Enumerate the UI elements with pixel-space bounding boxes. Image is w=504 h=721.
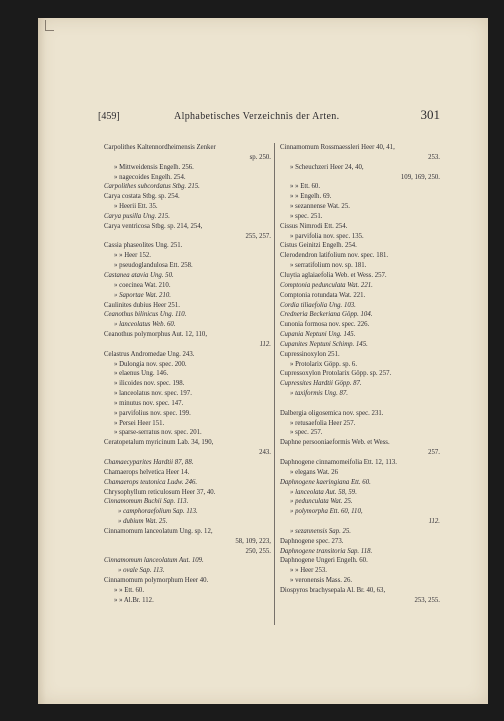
index-entry: 112. <box>259 340 271 348</box>
book-page <box>38 18 488 704</box>
index-entry: » » Ett. 60. <box>114 586 145 594</box>
index-entry: Cinnamomum lanceolatum Aut. 109. <box>104 557 204 565</box>
index-entry: » » Engelh. 69. <box>290 193 332 201</box>
index-entry: Cupressoxylon Protolarix Göpp. sp. 257. <box>280 370 392 378</box>
index-entry: Cissus Nimrodi Ett. 254. <box>280 222 348 230</box>
index-entry: » spec. 257. <box>290 429 323 437</box>
index-entry: Castanea atavia Ung. 50. <box>104 271 174 279</box>
index-entry: Caulinites dubius Heer 251. <box>104 301 180 309</box>
index-entry: » nagecoides Engelh. 254. <box>114 173 186 181</box>
index-entry: » lanceolata Aut. 58, 59. <box>290 488 357 496</box>
index-entry: » parvifolia nov. spec. 135. <box>290 232 364 240</box>
index-entry: » » Al.Br. 112. <box>114 596 154 604</box>
index-entry: » Scheuchzeri Heer 24, 40, <box>290 163 364 171</box>
index-entry: Carya costata Stbg. sp. 254. <box>104 193 180 201</box>
index-entry: » lanceolatus nov. spec. 197. <box>114 390 192 398</box>
index-entry: 255, 257. <box>245 232 271 240</box>
index-entry: » sparse-serratus nov. spec. 201. <box>114 429 202 437</box>
index-entry: Cinnamomum lanceolatum Ung. sp. 12, <box>104 527 213 535</box>
index-entry: » minutus nov. spec. 147. <box>114 399 184 407</box>
index-entry: » veronensis Mass. 26. <box>290 577 353 585</box>
index-entry: » camphoraefolium Sap. 113. <box>118 508 198 516</box>
index-entry: Cinnamomum polymorphum Heer 40. <box>104 577 209 585</box>
index-entry: Daphnogene transitoria Sap. 118. <box>280 547 373 555</box>
index-entry: » » Heer 152. <box>114 252 151 260</box>
page-edge-shading <box>38 18 46 704</box>
index-entry: Cinnamomum Buchii Sap. 113. <box>104 498 189 506</box>
index-entry: Carpolithes subcordatus Stbg. 215. <box>104 183 200 191</box>
index-entry: Cassia phaseolites Ung. 251. <box>104 242 183 250</box>
index-entry: Dalbergia oligosemica nov. spec. 231. <box>280 409 384 417</box>
index-entry: » pseudoglandulosa Ett. 258. <box>114 262 193 270</box>
index-entry: Cupania Neptuni Ung. 145. <box>280 331 356 339</box>
index-entry: Daphne persooniaeformis Web. et Wess. <box>280 439 390 447</box>
index-entry: 253, 255. <box>414 596 440 604</box>
index-entry: Daphnogene spec. 273. <box>280 537 344 545</box>
index-entry: » parvifolius nov. spec. 199. <box>114 409 191 417</box>
index-entry: 58, 109, 223, <box>235 537 271 545</box>
index-entry: sp. 250. <box>249 153 271 161</box>
column-divider <box>274 143 275 625</box>
index-entry: Chrysophyllum reticulosum Heer 37, 40. <box>104 488 216 496</box>
page-number: 301 <box>420 107 440 122</box>
index-entry: 253. <box>428 153 440 161</box>
index-entry: » sezannense Wat. 25. <box>290 203 350 211</box>
header-left-code: [459] <box>98 111 120 122</box>
index-entry: » Persei Heer 151. <box>114 419 165 427</box>
index-gap <box>280 399 440 409</box>
index-entry: » retusaefolia Heer 257. <box>290 419 356 427</box>
corner-mark <box>45 20 54 31</box>
index-entry: » elegans Wat. 26 <box>290 468 339 476</box>
index-entry: Cordia tiliaefolia Ung. 103. <box>280 301 356 309</box>
index-entry: 257. <box>428 449 440 457</box>
index-entry: » Protolarix Göpp. sp. 6. <box>290 360 358 368</box>
index-entry: Ceanothus polymorphus Aut. 12, 110, <box>104 331 208 339</box>
index-entry: Carya pusilla Ung. 215. <box>104 212 170 220</box>
index-entry: 250, 255. <box>245 547 271 555</box>
index-entry: » pedunculata Wat. 25. <box>290 498 353 506</box>
index-entry: Daphnogene Ungeri Engelh. 60. <box>280 557 368 565</box>
index-entry: Cupanites Neptuni Schimp. 145. <box>280 340 368 348</box>
index-entry: 243. <box>259 449 271 457</box>
right-index-column <box>280 143 440 606</box>
index-entry: Comptonia pedunculata Wat. 221. <box>280 281 373 289</box>
index-entry: Ceanothus bilinicus Ung. 110. <box>104 311 187 319</box>
index-entry: Chamaerops helvetica Heer 14. <box>104 468 190 476</box>
index-entry: » Mittweidensis Engelh. 256. <box>114 163 194 171</box>
index-entry: » dubium Wat. 25. <box>118 518 168 526</box>
index-entry: Carya ventricosa Stbg. sp. 214, 254, <box>104 222 203 230</box>
index-entry: Cluytia aglaiaefolia Web. et Wess. 257. <box>280 271 387 279</box>
index-entry: Cunonia formosa nov. spec. 226. <box>280 321 370 329</box>
index-entry: » » Heer 253. <box>290 567 327 575</box>
index-entry: Cistus Geinitzi Engelh. 254. <box>280 242 357 250</box>
index-entry: Clerodendron latifolium nov. spec. 181. <box>280 252 389 260</box>
index-entry: » sezannensis Sap. 25. <box>290 527 351 535</box>
index-entry: » lanceolatus Web. 60. <box>114 321 176 329</box>
index-entry: » Saportae Wat. 210. <box>114 291 171 299</box>
index-entry: Credneria Beckeriana Göpp. 104. <box>280 311 373 319</box>
index-entry: 112. <box>428 518 440 526</box>
index-entry: » » Ett. 60. <box>290 183 321 191</box>
index-entry: Celastrus Andromedae Ung. 243. <box>104 350 195 358</box>
index-entry: Daphnogene kaeringiana Ett. 60. <box>280 478 371 486</box>
index-entry: » ovale Sap. 113. <box>118 567 165 575</box>
index-entry: » coecinea Wat. 210. <box>114 281 171 289</box>
left-index-column <box>104 143 271 606</box>
index-entry: Ceratopetalum myricinum Lab. 34, 190, <box>104 439 214 447</box>
index-entry: Chamaecyparites Hardtii 87, 88. <box>104 459 194 466</box>
index-entry: » Dulongia nov. spec. 200. <box>114 360 187 368</box>
index-entry: Cupressinoxylon 251. <box>280 350 340 358</box>
index-entry: Daphnogene cinnamomeifolia Ett. 12, 113. <box>280 459 397 466</box>
index-entry: » Heerii Ett. 35. <box>114 203 158 211</box>
index-entry: » ilicoides nov. spec. 198. <box>114 380 185 388</box>
index-entry: Cinnamomum Rossmaessleri Heer 40, 41, <box>280 144 395 151</box>
index-entry: » spec. 251. <box>290 212 323 220</box>
page-header <box>98 108 440 126</box>
index-entry: Cupressites Hardtii Göpp. 87. <box>280 380 362 388</box>
index-entry: Chamaerops teutonica Ludw. 246. <box>104 478 198 486</box>
index-entry: » taxiformis Ung. 87. <box>290 390 348 398</box>
index-entry: 109, 169, 250. <box>400 173 440 181</box>
index-entry: Comptonia rotundata Wat. 221. <box>280 291 366 299</box>
index-entry: » elaenus Ung. 146. <box>114 370 169 378</box>
index-entry: Diospyros brachysepala Al. Br. 40, 63, <box>280 586 386 594</box>
index-entry: Carpolithes Kaltennordheimensis Zenker <box>104 144 216 151</box>
index-entry: » polymorpha Ett. 60, 110, <box>290 508 363 516</box>
header-title: Alphabetisches Verzeichnis der Arten. <box>174 111 340 122</box>
index-entry: » serratifolium nov. sp. 181. <box>290 262 367 270</box>
